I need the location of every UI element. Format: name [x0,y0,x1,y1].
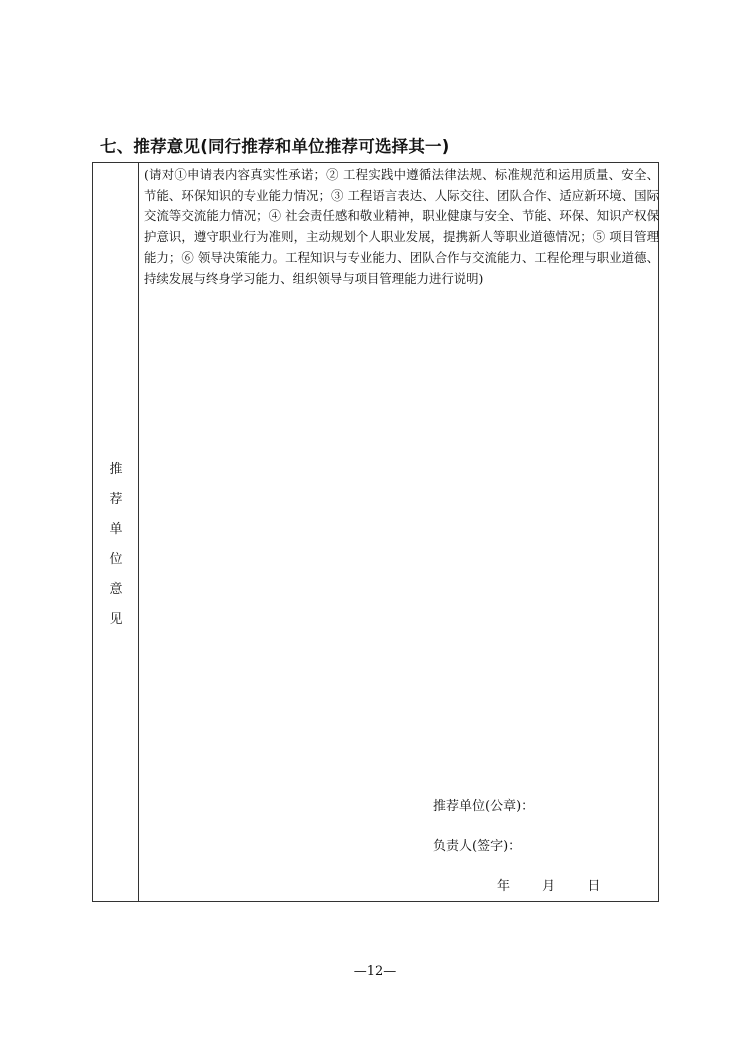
label-char: 荐 [109,492,123,507]
instructions-text: (请对①申请表内容真实性承诺；② 工程实践中遵循法律法规、标准规范和运用质量、安全、节能、环保知识的专业能力情况；③ 工程语言表达、人际交往、团队合作、适应新环境、国际交流等交流能力情况；④ 社会责任感和敬业精神，职业健康与安全、节能、环保、知识产权保护意识，遵守职业行为准则，主动规划个人职业发展，提携新人等职业道德情况；⑤ 项目管理能力；⑥ 领导决策能力。工程知识与专业能力、团队合作与交流能力、工程伦理与职业道德、持续发展与终身学习能力、组织领导与项目管理能力进行说明) [144,167,659,286]
signature-person-label: 负责人(签字)： [433,839,522,854]
opinion-content-cell[interactable] [139,163,658,901]
date-day-label: 日 [587,879,601,894]
date-row [497,875,600,894]
label-char: 单 [109,522,123,537]
section-title: 七、推荐意见(同行推荐和单位推荐可选择其一) [100,137,450,156]
signature-unit-seal-label: 推荐单位(公章)： [433,799,535,814]
page-number: —12— [353,964,397,979]
label-char: 推 [109,462,123,477]
vertical-label-recommending-unit-opinion [93,455,139,635]
date-year-label: 年 [497,879,511,894]
label-column [93,163,139,901]
label-char: 位 [109,552,123,567]
label-char: 见 [109,612,123,627]
recommendation-form-table [92,162,659,902]
date-month-label: 月 [542,879,556,894]
label-char: 意 [109,582,123,597]
